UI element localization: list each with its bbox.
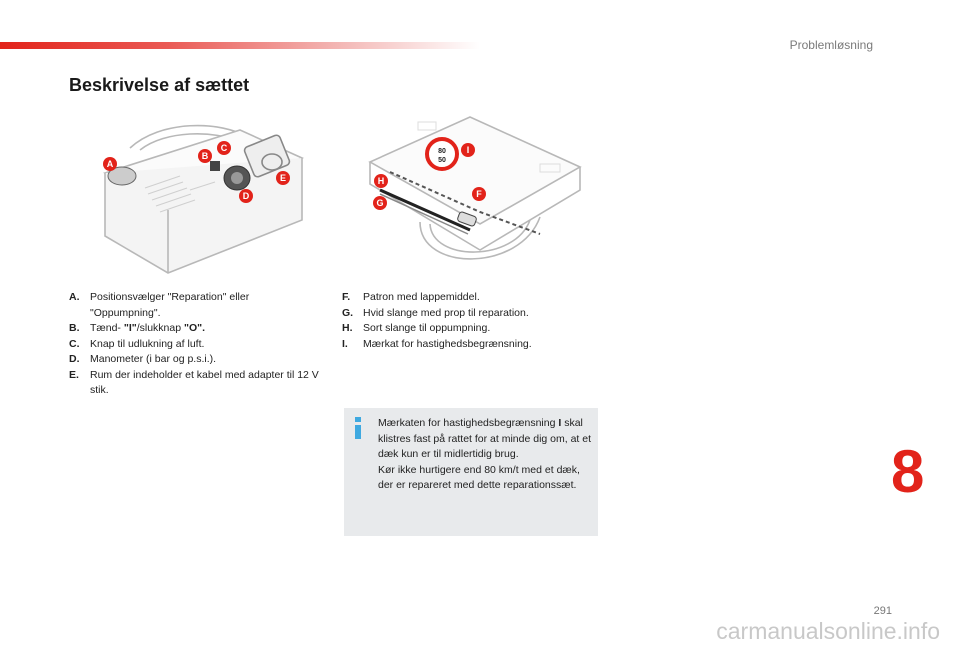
page-number: 291: [873, 605, 892, 617]
list-item: E. Rum der indeholder et kabel med adapter til 12 V stik.: [69, 368, 319, 396]
speed-limit-sticker: [427, 139, 457, 169]
underside-body: [370, 117, 580, 224]
list-item: D. Manometer (i bar og p.s.i.).: [69, 353, 217, 365]
list-item: B. Tænd- "I"/slukknap "O".: [69, 322, 206, 334]
list-item: C. Knap til udlukning af luft.: [69, 337, 205, 350]
callout-g-label: G: [376, 198, 384, 208]
component-list-right: [342, 290, 592, 352]
info-paragraph-2: Kør ikke hurtigere end 80 km/t med et dæk, der er repareret med dette reparationssæt.: [378, 463, 580, 491]
info-text: [378, 416, 594, 494]
list-item: H. Sort slange til oppumpning.: [342, 322, 491, 334]
callout-d-label: D: [242, 191, 250, 201]
header-accent-bar: [0, 42, 480, 49]
callout-i-label: I: [466, 145, 470, 155]
component-list-left: [69, 290, 319, 399]
callout-b-label: B: [201, 151, 209, 161]
callout-f-label: F: [476, 189, 482, 199]
section-title: Problemløsning: [789, 38, 873, 52]
list-item: G. Hvid slange med prop til reparation.: [342, 306, 529, 319]
chapter-number: 8: [891, 438, 925, 505]
callout-e-label: E: [279, 173, 287, 183]
info-paragraph-1: Mærkaten for hastighedsbegrænsning I skal klistres fast på rattet for at minde dig om, at et dæk kun er til midlertidig brug.: [378, 417, 592, 460]
callout-h-label: H: [377, 176, 385, 186]
callout-c-label: C: [220, 143, 228, 153]
sticker-speed-bottom: 50: [438, 157, 446, 164]
watermark: carmanualsonline.info: [716, 618, 940, 644]
list-item: F. Patron med lappemiddel.: [342, 291, 480, 303]
compressor-kit-illustration: [90, 118, 310, 278]
kit-underside-illustration: [360, 112, 590, 274]
info-icon: [352, 417, 364, 439]
callout-a-label: A: [106, 159, 114, 169]
info-note: [344, 408, 598, 536]
list-item: A. Positionsvælger "Reparation" eller "Oppumpning".: [69, 291, 250, 319]
list-item: I. Mærkat for hastighedsbegrænsning.: [342, 337, 532, 350]
page-title: Beskrivelse af sættet: [69, 75, 250, 95]
power-switch: [210, 161, 220, 171]
sticker-speed-top: 80: [438, 148, 446, 155]
